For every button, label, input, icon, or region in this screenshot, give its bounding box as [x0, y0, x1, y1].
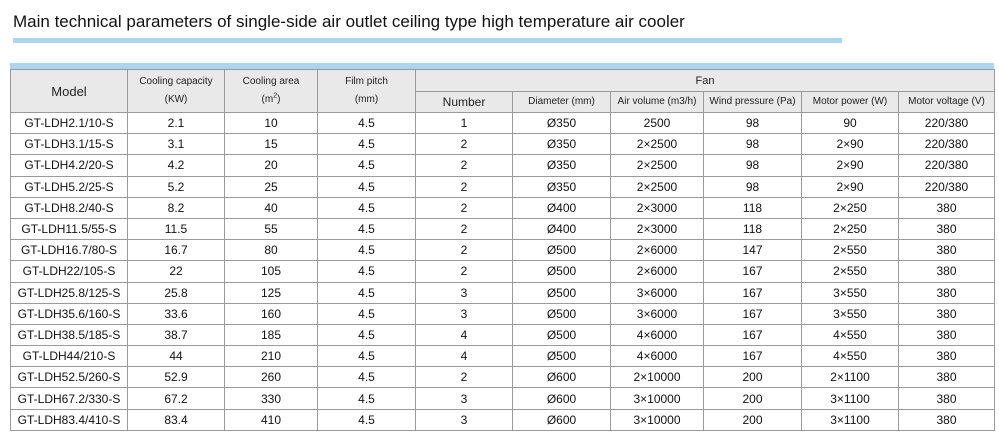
cell-wind-pressure: 98: [704, 113, 802, 134]
cell-cooling-area: 330: [225, 388, 318, 409]
table-row: [11, 134, 995, 155]
header-film-pitch-label: Film pitch: [345, 76, 388, 87]
cell-air-volume: 4×6000: [611, 346, 704, 367]
cell-motor-voltage: 380: [899, 388, 995, 409]
cell-motor-voltage: 220/380: [899, 155, 995, 176]
table-row: [11, 261, 995, 282]
header-fan: Fan: [416, 70, 995, 92]
cell-film-pitch: 4.5: [318, 134, 416, 155]
cell-motor-voltage: 380: [899, 240, 995, 261]
table-row: [11, 240, 995, 261]
cell-motor-voltage: 220/380: [899, 134, 995, 155]
cell-motor-power: 2×90: [802, 176, 899, 197]
cell-air-volume: 2×6000: [611, 240, 704, 261]
cell-diameter: Ø500: [513, 240, 611, 261]
cell-motor-voltage: 380: [899, 346, 995, 367]
cell-air-volume: 4×6000: [611, 324, 704, 345]
cell-cooling-area: 105: [225, 261, 318, 282]
cell-cooling-area: 20: [225, 155, 318, 176]
cell-wind-pressure: 200: [704, 409, 802, 430]
cell-model: GT-LDH5.2/25-S: [11, 176, 128, 197]
cell-cooling-capacity: 11.5: [128, 218, 225, 239]
header-cooling-capacity-unit: (KW): [164, 94, 188, 105]
cell-film-pitch: 4.5: [318, 303, 416, 324]
cell-film-pitch: 4.5: [318, 346, 416, 367]
cell-film-pitch: 4.5: [318, 282, 416, 303]
table-row: [11, 176, 995, 197]
cell-wind-pressure: 98: [704, 134, 802, 155]
cell-air-volume: 3×6000: [611, 282, 704, 303]
cell-number: 1: [416, 113, 513, 134]
cell-cooling-capacity: 16.7: [128, 240, 225, 261]
cell-air-volume: 3×10000: [611, 388, 704, 409]
cell-number: 2: [416, 176, 513, 197]
cell-motor-voltage: 380: [899, 218, 995, 239]
table-row: [11, 113, 995, 134]
cell-air-volume: 2×6000: [611, 261, 704, 282]
cell-diameter: Ø600: [513, 367, 611, 388]
header-cooling-area: [225, 70, 318, 113]
cell-diameter: Ø400: [513, 218, 611, 239]
cell-air-volume: 2×10000: [611, 367, 704, 388]
cell-air-volume: 2500: [611, 113, 704, 134]
header-film-pitch-unit: (mm): [354, 94, 379, 105]
cell-air-volume: 2×2500: [611, 176, 704, 197]
cell-diameter: Ø500: [513, 324, 611, 345]
parameters-table: [10, 69, 995, 431]
cell-cooling-capacity: 52.9: [128, 367, 225, 388]
cell-air-volume: 2×2500: [611, 155, 704, 176]
header-film-pitch: [318, 70, 416, 113]
cell-film-pitch: 4.5: [318, 324, 416, 345]
cell-cooling-area: 25: [225, 176, 318, 197]
cell-cooling-capacity: 44: [128, 346, 225, 367]
cell-air-volume: 3×10000: [611, 409, 704, 430]
header-model: Model: [11, 70, 128, 113]
cell-model: GT-LDH38.5/185-S: [11, 324, 128, 345]
title-underline: [13, 38, 842, 43]
cell-diameter: Ø350: [513, 134, 611, 155]
cell-diameter: Ø500: [513, 346, 611, 367]
cell-number: 3: [416, 303, 513, 324]
cell-film-pitch: 4.5: [318, 261, 416, 282]
cell-cooling-area: 210: [225, 346, 318, 367]
header-cooling-area-unit-open: (m: [261, 94, 274, 105]
cell-cooling-capacity: 22: [128, 261, 225, 282]
cell-motor-voltage: 380: [899, 261, 995, 282]
cell-motor-power: 2×250: [802, 218, 899, 239]
header-diameter: Diameter (mm): [513, 92, 611, 113]
cell-wind-pressure: 167: [704, 282, 802, 303]
table-row: [11, 324, 995, 345]
cell-motor-voltage: 220/380: [899, 113, 995, 134]
cell-motor-voltage: 380: [899, 409, 995, 430]
cell-film-pitch: 4.5: [318, 176, 416, 197]
cell-cooling-area: 125: [225, 282, 318, 303]
cell-air-volume: 2×2500: [611, 134, 704, 155]
cell-model: GT-LDH16.7/80-S: [11, 240, 128, 261]
cell-diameter: Ø350: [513, 113, 611, 134]
cell-cooling-capacity: 83.4: [128, 409, 225, 430]
cell-cooling-capacity: 67.2: [128, 388, 225, 409]
cell-cooling-area: 55: [225, 218, 318, 239]
cell-motor-power: 2×1100: [802, 367, 899, 388]
cell-wind-pressure: 167: [704, 324, 802, 345]
cell-wind-pressure: 98: [704, 176, 802, 197]
cell-wind-pressure: 167: [704, 261, 802, 282]
cell-motor-power: 2×90: [802, 134, 899, 155]
cell-motor-voltage: 220/380: [899, 176, 995, 197]
cell-film-pitch: 4.5: [318, 388, 416, 409]
cell-film-pitch: 4.5: [318, 197, 416, 218]
cell-wind-pressure: 147: [704, 240, 802, 261]
cell-number: 2: [416, 367, 513, 388]
table-row: [11, 197, 995, 218]
cell-motor-power: 2×550: [802, 261, 899, 282]
cell-cooling-area: 410: [225, 409, 318, 430]
cell-number: 2: [416, 197, 513, 218]
cell-film-pitch: 4.5: [318, 409, 416, 430]
cell-model: GT-LDH67.2/330-S: [11, 388, 128, 409]
cell-motor-voltage: 380: [899, 282, 995, 303]
cell-motor-voltage: 380: [899, 324, 995, 345]
header-wind-pressure: Wind pressure (Pa): [704, 92, 802, 113]
header-number: Number: [416, 92, 513, 113]
table-row: [11, 218, 995, 239]
cell-cooling-capacity: 38.7: [128, 324, 225, 345]
cell-motor-power: 2×90: [802, 155, 899, 176]
cell-motor-power: 3×550: [802, 282, 899, 303]
cell-diameter: Ø400: [513, 197, 611, 218]
table-row: [11, 367, 995, 388]
cell-wind-pressure: 200: [704, 388, 802, 409]
cell-number: 2: [416, 261, 513, 282]
cell-model: GT-LDH11.5/55-S: [11, 218, 128, 239]
cell-wind-pressure: 118: [704, 197, 802, 218]
table-row: [11, 282, 995, 303]
cell-air-volume: 3×6000: [611, 303, 704, 324]
header-cooling-area-unit-close: ): [277, 94, 281, 105]
cell-air-volume: 2×3000: [611, 218, 704, 239]
cell-model: GT-LDH22/105-S: [11, 261, 128, 282]
cell-cooling-area: 40: [225, 197, 318, 218]
header-cooling-area-unit-sup: 2: [273, 92, 278, 100]
cell-model: GT-LDH52.5/260-S: [11, 367, 128, 388]
cell-diameter: Ø350: [513, 155, 611, 176]
cell-diameter: Ø500: [513, 282, 611, 303]
cell-model: GT-LDH25.8/125-S: [11, 282, 128, 303]
cell-film-pitch: 4.5: [318, 113, 416, 134]
cell-cooling-capacity: 5.2: [128, 176, 225, 197]
cell-diameter: Ø500: [513, 303, 611, 324]
table-row: [11, 346, 995, 367]
cell-motor-power: 4×550: [802, 324, 899, 345]
cell-number: 3: [416, 388, 513, 409]
cell-cooling-capacity: 25.8: [128, 282, 225, 303]
cell-air-volume: 2×3000: [611, 197, 704, 218]
cell-cooling-area: 260: [225, 367, 318, 388]
cell-number: 3: [416, 409, 513, 430]
cell-model: GT-LDH44/210-S: [11, 346, 128, 367]
cell-motor-power: 3×1100: [802, 388, 899, 409]
cell-diameter: Ø500: [513, 261, 611, 282]
table-row: [11, 409, 995, 430]
cell-model: GT-LDH35.6/160-S: [11, 303, 128, 324]
cell-model: GT-LDH2.1/10-S: [11, 113, 128, 134]
cell-motor-power: 2×550: [802, 240, 899, 261]
cell-cooling-capacity: 2.1: [128, 113, 225, 134]
cell-wind-pressure: 167: [704, 346, 802, 367]
cell-wind-pressure: 118: [704, 218, 802, 239]
header-cooling-capacity: [128, 70, 225, 113]
header-motor-power: Motor power (W): [802, 92, 899, 113]
cell-film-pitch: 4.5: [318, 155, 416, 176]
header-cooling-capacity-label: Cooling capacity: [139, 76, 213, 87]
cell-cooling-capacity: 33.6: [128, 303, 225, 324]
cell-cooling-area: 160: [225, 303, 318, 324]
cell-cooling-area: 10: [225, 113, 318, 134]
cell-model: GT-LDH4.2/20-S: [11, 155, 128, 176]
cell-model: GT-LDH3.1/15-S: [11, 134, 128, 155]
table-body: [11, 113, 995, 431]
cell-wind-pressure: 98: [704, 155, 802, 176]
cell-motor-voltage: 380: [899, 197, 995, 218]
cell-cooling-area: 15: [225, 134, 318, 155]
cell-diameter: Ø350: [513, 176, 611, 197]
cell-cooling-capacity: 8.2: [128, 197, 225, 218]
cell-cooling-capacity: 3.1: [128, 134, 225, 155]
cell-motor-power: 90: [802, 113, 899, 134]
cell-diameter: Ø600: [513, 388, 611, 409]
page-title: Main technical parameters of single-side air outlet ceiling type high temperature air cooler: [13, 12, 685, 31]
cell-diameter: Ø600: [513, 409, 611, 430]
cell-motor-voltage: 380: [899, 367, 995, 388]
table-row: [11, 155, 995, 176]
cell-number: 2: [416, 218, 513, 239]
cell-film-pitch: 4.5: [318, 218, 416, 239]
cell-motor-power: 2×250: [802, 197, 899, 218]
cell-film-pitch: 4.5: [318, 367, 416, 388]
cell-cooling-area: 80: [225, 240, 318, 261]
table-row: [11, 388, 995, 409]
cell-wind-pressure: 200: [704, 367, 802, 388]
cell-motor-voltage: 380: [899, 303, 995, 324]
cell-number: 3: [416, 282, 513, 303]
cell-wind-pressure: 167: [704, 303, 802, 324]
cell-number: 2: [416, 134, 513, 155]
cell-number: 4: [416, 346, 513, 367]
cell-number: 4: [416, 324, 513, 345]
cell-model: GT-LDH8.2/40-S: [11, 197, 128, 218]
cell-motor-power: 3×1100: [802, 409, 899, 430]
cell-motor-power: 3×550: [802, 303, 899, 324]
cell-number: 2: [416, 240, 513, 261]
header-cooling-area-label: Cooling area: [242, 76, 300, 87]
table-row: [11, 303, 995, 324]
cell-model: GT-LDH83.4/410-S: [11, 409, 128, 430]
header-motor-voltage: Motor voltage (V): [899, 92, 995, 113]
cell-film-pitch: 4.5: [318, 240, 416, 261]
cell-motor-power: 4×550: [802, 346, 899, 367]
header-air-volume: Air volume (m3/h): [611, 92, 704, 113]
cell-cooling-capacity: 4.2: [128, 155, 225, 176]
cell-cooling-area: 185: [225, 324, 318, 345]
cell-number: 2: [416, 155, 513, 176]
